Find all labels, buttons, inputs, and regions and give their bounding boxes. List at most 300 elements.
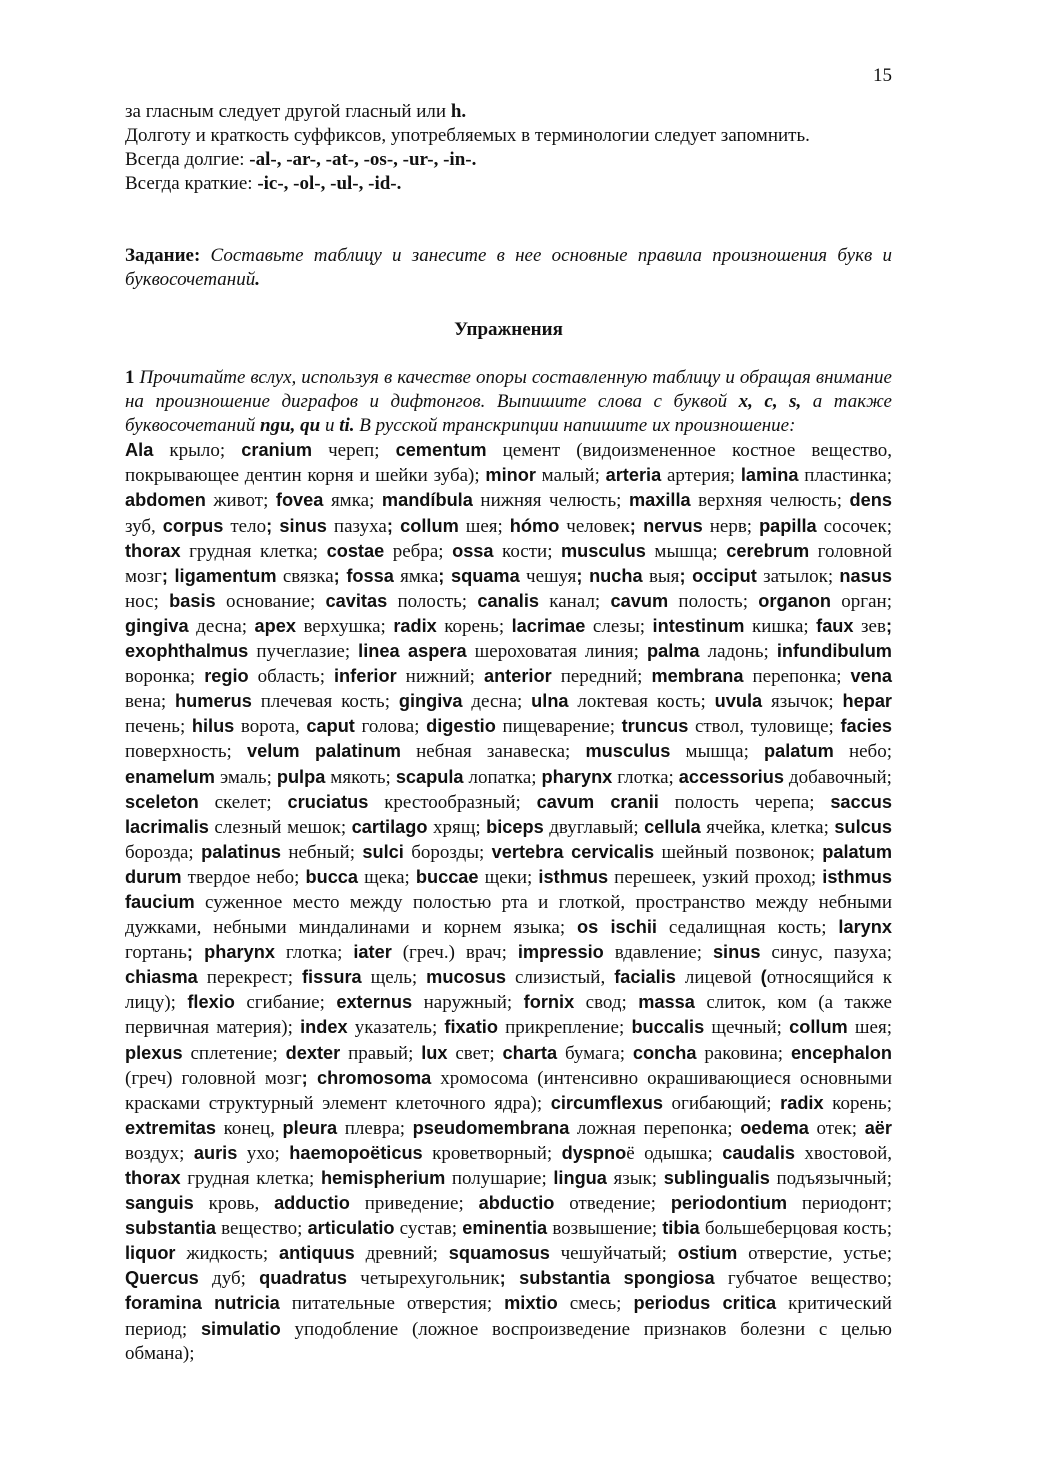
term-translation: огибающий; bbox=[662, 1092, 781, 1114]
term-translation: нерв; bbox=[702, 515, 760, 537]
latin-term: flexio bbox=[187, 992, 235, 1013]
latin-term: minor bbox=[485, 465, 536, 486]
intro-bold: h. bbox=[450, 101, 467, 122]
latin-term: tibia bbox=[662, 1218, 700, 1239]
latin-term: oedema bbox=[740, 1117, 809, 1138]
latin-term: truncus bbox=[621, 716, 689, 737]
task-end: . bbox=[255, 269, 260, 291]
term-translation: воздух; bbox=[125, 1142, 194, 1164]
latin-term: Quercus bbox=[125, 1268, 199, 1289]
latin-term: biceps bbox=[486, 816, 544, 837]
latin-term: nasus bbox=[839, 565, 892, 586]
latin-term: charta bbox=[502, 1042, 558, 1063]
latin-term: sublingualis bbox=[663, 1168, 770, 1188]
exercise-1 bbox=[125, 366, 892, 1366]
term-translation: щека; bbox=[358, 866, 416, 888]
latin-term: corpus bbox=[162, 515, 224, 536]
term-translation: крыло; bbox=[153, 440, 242, 462]
task-text: Составьте таблицу и занесите в нее основные правила произношения букв и буквосочетаний bbox=[125, 245, 892, 291]
latin-term: organon bbox=[758, 590, 832, 611]
latin-term: cruciatus bbox=[287, 791, 369, 812]
term-translation: ухо; bbox=[237, 1142, 290, 1164]
latin-term: papilla bbox=[759, 515, 817, 536]
term-translation: раковина; bbox=[696, 1042, 791, 1064]
latin-term: encephalon bbox=[790, 1042, 892, 1063]
term-translation: чешуйчатый; bbox=[549, 1243, 678, 1265]
term-translation: прикрепление; bbox=[497, 1017, 632, 1039]
latin-term: ; ligamentum bbox=[161, 565, 277, 586]
term-translation: шея; bbox=[458, 515, 510, 537]
term-translation: кроветворный; bbox=[422, 1142, 562, 1164]
latin-term: cavum cranii bbox=[536, 791, 659, 812]
term-translation: смесь; bbox=[557, 1293, 634, 1315]
term-translation: сустав; bbox=[394, 1218, 463, 1240]
latin-term: humerus bbox=[175, 691, 252, 712]
latin-term: scapula bbox=[395, 766, 464, 787]
latin-term: maxilla bbox=[628, 490, 691, 511]
latin-term: substantia bbox=[125, 1218, 216, 1239]
latin-term: fixatio bbox=[444, 1017, 498, 1038]
latin-term: cerebrum bbox=[726, 540, 810, 561]
latin-term: ostium bbox=[677, 1243, 738, 1264]
term-translation: щечный; bbox=[704, 1017, 790, 1039]
latin-term: index bbox=[300, 1017, 348, 1038]
term-translation: большеберцовая кость; bbox=[699, 1218, 892, 1240]
latin-term: ; collum bbox=[386, 515, 459, 536]
term-translation: приведение; bbox=[349, 1193, 479, 1215]
term-translation: корень; bbox=[436, 615, 512, 637]
latin-term: infundibulum bbox=[776, 641, 892, 662]
latin-term: buccalis bbox=[631, 1017, 705, 1038]
latin-term: adductio bbox=[274, 1193, 350, 1214]
latin-term: palatinus bbox=[201, 841, 281, 862]
latin-term: radix bbox=[393, 615, 437, 636]
term-translation: десна; bbox=[188, 615, 255, 637]
term-translation: поверхность; bbox=[125, 741, 247, 763]
page-number: 15 bbox=[873, 65, 892, 86]
latin-term: ; fossa bbox=[333, 565, 394, 586]
latin-term: digestio bbox=[426, 716, 496, 737]
term-translation: критический период; bbox=[125, 1293, 892, 1340]
term-translation: небо; bbox=[833, 741, 892, 763]
latin-term: ; substantia spongiosa bbox=[499, 1268, 715, 1289]
term-translation: слизистый, bbox=[506, 967, 615, 989]
latin-term: fovea bbox=[275, 490, 324, 511]
term-translation: кровь, bbox=[193, 1193, 275, 1215]
latin-term: chiasma bbox=[125, 967, 198, 988]
latin-term: radix bbox=[780, 1092, 824, 1113]
term-translation: небная занавеска; bbox=[400, 741, 586, 763]
latin-term: pulpa bbox=[276, 766, 326, 787]
term-translation: хромосома (интенсивно окрашивающиеся основными красками структурный элемент клеточного ядра); bbox=[125, 1067, 892, 1114]
latin-term: gingiva bbox=[398, 691, 463, 712]
latin-term: collum bbox=[789, 1017, 848, 1038]
vocabulary-list bbox=[125, 438, 892, 1365]
term-translation: язык; bbox=[606, 1168, 664, 1189]
term-translation: верхушка; bbox=[296, 615, 394, 637]
term-translation: ложная перепонка; bbox=[569, 1117, 741, 1139]
exercise-instruction bbox=[125, 366, 892, 438]
latin-term: foramina nutricia bbox=[125, 1293, 280, 1314]
term-translation: полость; bbox=[387, 590, 478, 612]
term-translation: полость черепа; bbox=[658, 791, 831, 813]
term-translation: орган; bbox=[831, 590, 892, 612]
term-translation: бумага; bbox=[557, 1042, 633, 1064]
latin-term: squamosus bbox=[448, 1243, 550, 1264]
latin-term: bucca bbox=[305, 866, 359, 887]
term-translation: борозда; bbox=[125, 841, 202, 863]
term-translation: небный; bbox=[280, 841, 363, 863]
latin-term: dexter bbox=[285, 1042, 341, 1063]
latin-term: isthmus faucium bbox=[125, 866, 892, 912]
term-translation: четырехугольник bbox=[347, 1268, 500, 1290]
latin-term: palma bbox=[646, 641, 700, 662]
term-translation: ствол, туловище; bbox=[688, 716, 841, 738]
latin-term: cavum bbox=[610, 590, 669, 611]
term-translation: десна; bbox=[462, 691, 532, 713]
term-translation: хрящ; bbox=[427, 816, 487, 838]
term-translation: слезы; bbox=[585, 615, 653, 637]
term-translation: корень; bbox=[823, 1092, 892, 1114]
latin-term: thorax bbox=[125, 540, 181, 561]
latin-term: ; exophthalmus bbox=[125, 615, 893, 662]
term-translation: отведение; bbox=[554, 1193, 671, 1215]
latin-term: sulci bbox=[362, 841, 404, 862]
latin-term: articulatio bbox=[307, 1218, 395, 1239]
intro-paragraph bbox=[125, 100, 892, 196]
term-translation: кишка; bbox=[744, 615, 817, 637]
latin-term: saccus lacrimalis bbox=[125, 791, 892, 837]
latin-term: mixtio bbox=[504, 1293, 558, 1314]
term-translation: шероховатая линия; bbox=[466, 641, 647, 663]
latin-term: hómo bbox=[509, 515, 560, 536]
term-translation: ямка; bbox=[323, 490, 382, 512]
term-translation: верхняя челюсть; bbox=[690, 490, 850, 512]
intro-line bbox=[125, 100, 892, 124]
instruction-text: В русской транскрипции напишите их произношение: bbox=[354, 415, 796, 437]
latin-term: Ala bbox=[125, 440, 154, 461]
latin-term: musculus bbox=[585, 741, 671, 762]
latin-term: pseudomembrana bbox=[412, 1117, 570, 1138]
term-translation: плечевая кость; bbox=[251, 691, 399, 713]
exercise-number: 1 bbox=[125, 367, 135, 388]
latin-term: periodus critica bbox=[633, 1293, 777, 1314]
latin-term: liquor bbox=[125, 1243, 176, 1264]
latin-term: larynx bbox=[838, 917, 892, 938]
term-translation: седалищная кость; bbox=[657, 917, 839, 939]
term-translation: крестообразный; bbox=[368, 791, 537, 813]
term-translation: мышца; bbox=[645, 540, 727, 562]
latin-term: canalis bbox=[477, 590, 540, 611]
term-translation: вещество; bbox=[215, 1218, 308, 1240]
latin-term: iater bbox=[353, 942, 392, 963]
term-translation: сгибание; bbox=[234, 992, 337, 1014]
intro-text: за гласным следует другой гласный или bbox=[125, 101, 451, 122]
latin-term: cementum bbox=[395, 440, 487, 461]
latin-term: abductio bbox=[478, 1193, 555, 1214]
term-translation: зуб, bbox=[125, 515, 163, 537]
latin-term: externus bbox=[336, 992, 413, 1013]
latin-term: cranium bbox=[241, 440, 313, 461]
latin-term: hemispherium bbox=[320, 1168, 446, 1188]
latin-term: vertebra cervicalis bbox=[491, 841, 655, 862]
latin-term: ; occiput bbox=[679, 565, 757, 586]
intro-line bbox=[125, 148, 892, 172]
term-translation: кости; bbox=[493, 540, 561, 562]
long-suffixes: -al-, -ar-, -at-, -os-, -ur-, -in-. bbox=[249, 149, 477, 171]
term-translation: язычок; bbox=[762, 691, 843, 713]
term-translation: живот; bbox=[205, 490, 276, 512]
term-translation: полость; bbox=[668, 590, 759, 612]
latin-term: aёr bbox=[864, 1117, 892, 1138]
term-translation: правый; bbox=[340, 1042, 422, 1064]
term-translation: передний; bbox=[551, 666, 652, 688]
intro-line: Долготу и краткость суффиксов, употребляемых в терминологии следует запомнить. bbox=[125, 125, 810, 147]
latin-term: dens bbox=[849, 490, 892, 511]
latin-term: ( bbox=[760, 967, 767, 988]
term-translation: гортань bbox=[125, 942, 187, 964]
term-translation: головной мозг bbox=[125, 540, 893, 587]
term-translation: древний; bbox=[354, 1243, 449, 1265]
term-translation: грудная клетка; bbox=[180, 1168, 321, 1189]
term-translation: двуглавый; bbox=[543, 816, 645, 838]
term-translation: канал; bbox=[539, 590, 611, 612]
term-translation: основание; bbox=[215, 590, 326, 612]
latin-term: lux bbox=[421, 1042, 448, 1063]
term-translation: отек; bbox=[808, 1117, 865, 1139]
term-translation: щеки; bbox=[478, 866, 539, 888]
instruction-text: и bbox=[320, 415, 340, 437]
latin-term: lingua bbox=[553, 1168, 607, 1188]
latin-term: sulcus bbox=[834, 816, 892, 837]
instruction-digraph: qu bbox=[300, 415, 321, 437]
latin-term: eminentia bbox=[462, 1218, 548, 1239]
latin-term: inferior bbox=[334, 666, 397, 687]
term-translation: нос; bbox=[125, 590, 170, 612]
term-translation: относящийся к лицу); bbox=[125, 967, 892, 1014]
intro-line bbox=[125, 172, 892, 196]
term-translation: ворота, bbox=[234, 716, 307, 738]
term-translation: глотка; bbox=[612, 766, 679, 788]
term-translation: питательные отверстия; bbox=[279, 1293, 505, 1315]
latin-term: antiquus bbox=[279, 1243, 355, 1264]
term-translation: область; bbox=[248, 666, 334, 688]
latin-term: hilus bbox=[191, 716, 235, 737]
term-translation: наружный; bbox=[412, 992, 524, 1014]
latin-term: accessorius bbox=[678, 766, 784, 787]
term-translation: малый; bbox=[535, 465, 606, 487]
latin-term: ulna bbox=[531, 691, 569, 712]
latin-term: musculus bbox=[561, 540, 646, 561]
term-translation: сплетение; bbox=[182, 1042, 286, 1064]
term-translation: ё одышка; bbox=[626, 1142, 723, 1164]
term-translation: губчатое вещество; bbox=[714, 1268, 892, 1290]
latin-term: ; nervus bbox=[629, 515, 703, 536]
latin-term: pharynx bbox=[541, 766, 613, 787]
latin-term: regio bbox=[204, 666, 249, 687]
term-translation: перешеек, узкий проход; bbox=[608, 866, 823, 888]
term-translation: лопатка; bbox=[463, 766, 542, 788]
latin-term: auris bbox=[193, 1142, 238, 1163]
latin-term: ossa bbox=[452, 540, 494, 561]
term-translation: зев bbox=[853, 615, 886, 637]
latin-term: anterior bbox=[483, 666, 552, 687]
latin-term: plexus bbox=[125, 1042, 183, 1063]
section-heading: Упражнения bbox=[454, 319, 563, 340]
term-translation: пазуха bbox=[326, 515, 387, 537]
task-paragraph bbox=[125, 244, 892, 292]
latin-term: linea aspera bbox=[358, 641, 467, 662]
intro-text: Всегда краткие: bbox=[125, 173, 258, 195]
latin-term: cavitas bbox=[325, 590, 388, 611]
latin-term: ; pharynx bbox=[186, 942, 275, 963]
term-translation: хвостовой, bbox=[795, 1142, 892, 1164]
term-translation: вдавление; bbox=[603, 942, 713, 964]
latin-term: sanguis bbox=[125, 1193, 194, 1214]
term-translation: чешуя bbox=[519, 565, 577, 587]
latin-term: velum palatinum bbox=[246, 741, 401, 762]
term-translation: череп; bbox=[312, 440, 396, 462]
latin-term: thorax bbox=[125, 1168, 181, 1188]
latin-term: apex bbox=[254, 615, 296, 636]
term-translation: щель; bbox=[361, 967, 427, 989]
term-translation: (греч) головной мозг bbox=[125, 1067, 302, 1089]
term-translation: человек bbox=[559, 515, 630, 537]
term-translation: (греч.) врач; bbox=[391, 942, 518, 964]
instruction-letters: x, c, s, bbox=[738, 391, 802, 413]
latin-term: haemopoёticus bbox=[289, 1142, 423, 1163]
latin-term: arteria bbox=[605, 465, 662, 486]
latin-term: basis bbox=[169, 590, 216, 611]
term-translation: скелет; bbox=[198, 791, 288, 813]
term-translation: твердое небо; bbox=[181, 866, 306, 888]
term-translation: добавочный; bbox=[783, 766, 892, 788]
term-translation: перекрест; bbox=[197, 967, 302, 989]
term-translation: мякоть; bbox=[325, 766, 396, 788]
term-translation: отверстие, устье; bbox=[737, 1243, 892, 1265]
term-translation: воронка; bbox=[125, 666, 205, 688]
term-translation: голова; bbox=[354, 716, 427, 738]
latin-term: concha bbox=[632, 1042, 697, 1063]
term-translation: цемент (видоизмененное костное вещество, покрывающее дентин корня и шейки зуба); bbox=[125, 440, 892, 487]
term-translation: затылок; bbox=[756, 565, 840, 587]
term-translation: борозды; bbox=[403, 841, 492, 863]
latin-term: gingiva bbox=[125, 615, 189, 636]
instruction-text: Прочитайте вслух, используя в качестве опоры составленную таблицу и обращая внимание на произношение диграфов и дифтонгов. Выпишите слова с буквой bbox=[125, 367, 892, 413]
intro-text: Всегда долгие: bbox=[125, 149, 250, 171]
latin-term: os ischii bbox=[577, 917, 657, 938]
latin-term: periodontium bbox=[670, 1193, 787, 1214]
latin-term: ; sinus bbox=[266, 515, 327, 536]
latin-term: simulatio bbox=[200, 1318, 281, 1339]
latin-term: fissura bbox=[302, 967, 362, 988]
term-translation: глотка; bbox=[274, 942, 354, 964]
latin-term: enamelum bbox=[125, 766, 215, 787]
term-translation: слиток, ком (а также первичная материя); bbox=[125, 992, 892, 1039]
latin-term: caudalis bbox=[722, 1142, 795, 1163]
latin-term: ; chromosoma bbox=[301, 1067, 432, 1088]
latin-term: lamina bbox=[740, 465, 799, 486]
term-translation: полушарие; bbox=[445, 1168, 554, 1189]
short-suffixes: -ic-, -ol-, -ul-, -id-. bbox=[257, 173, 402, 195]
term-translation: выя bbox=[642, 565, 680, 587]
latin-term: vena bbox=[850, 666, 892, 687]
latin-term: isthmus bbox=[538, 866, 609, 887]
latin-term: sceleton bbox=[125, 791, 199, 812]
term-translation: перепонка; bbox=[743, 666, 851, 688]
latin-term: mucosus bbox=[426, 967, 507, 988]
term-translation: ячейка, клетка; bbox=[700, 816, 835, 838]
term-translation: ребра; bbox=[384, 540, 453, 562]
term-translation: свет; bbox=[447, 1042, 503, 1064]
term-translation: шейный позвонок; bbox=[654, 841, 823, 863]
term-translation: грудная клетка; bbox=[180, 540, 327, 562]
term-translation: печень; bbox=[125, 716, 192, 738]
term-translation: указатель; bbox=[347, 1017, 445, 1039]
term-translation: тело bbox=[223, 515, 267, 537]
term-translation: свод; bbox=[574, 992, 639, 1014]
term-translation: шея; bbox=[847, 1017, 892, 1039]
term-translation: лицевой bbox=[675, 967, 761, 989]
instruction-digraph: ngu, bbox=[259, 415, 296, 437]
term-translation: уподобление (ложное воспроизведение признаков болезни с целью обмана); bbox=[125, 1318, 893, 1364]
term-translation: сосочек; bbox=[816, 515, 892, 537]
instruction-text: а также буквосочетаний bbox=[125, 391, 892, 437]
latin-term: fornix bbox=[523, 992, 575, 1013]
latin-term: sinus bbox=[712, 942, 761, 963]
term-translation: пучеглазие; bbox=[248, 641, 359, 663]
latin-term: circumflexus bbox=[550, 1092, 663, 1113]
latin-term: faux bbox=[816, 615, 854, 636]
latin-term: ; squama bbox=[438, 565, 520, 586]
latin-term: dyspno bbox=[561, 1142, 627, 1163]
latin-term: lacrimae bbox=[511, 615, 586, 636]
term-translation: слезный мешок; bbox=[208, 816, 352, 838]
term-translation: эмаль; bbox=[214, 766, 277, 788]
latin-term: buccae bbox=[415, 866, 479, 887]
term-translation: плевра; bbox=[337, 1117, 413, 1139]
latin-term: ; nucha bbox=[576, 565, 643, 586]
term-translation: жидкость; bbox=[175, 1243, 279, 1265]
term-translation: артерия; bbox=[661, 465, 741, 487]
term-translation: дуб; bbox=[198, 1268, 260, 1290]
term-translation: пищеварение; bbox=[495, 716, 622, 738]
term-translation: вена; bbox=[125, 691, 176, 713]
term-translation: нижняя челюсть; bbox=[472, 490, 629, 512]
term-translation: ямка bbox=[393, 565, 439, 587]
term-translation: пластинка; bbox=[798, 465, 893, 487]
term-translation: возвышение; bbox=[547, 1218, 663, 1240]
latin-term: massa bbox=[638, 992, 695, 1013]
term-translation: синус, пазуха; bbox=[760, 942, 892, 964]
latin-term: facialis bbox=[614, 967, 676, 988]
latin-term: cartilago bbox=[351, 816, 428, 837]
term-translation: ладонь; bbox=[699, 641, 777, 663]
latin-term: cellula bbox=[644, 816, 701, 837]
latin-term: intestinum bbox=[652, 615, 745, 636]
latin-term: caput bbox=[306, 716, 355, 737]
term-translation: связка bbox=[276, 565, 334, 587]
task-label: Задание: bbox=[125, 245, 201, 266]
latin-term: mandíbula bbox=[381, 490, 473, 511]
latin-term: extremitas bbox=[125, 1117, 216, 1138]
term-translation: периодонт; bbox=[787, 1193, 892, 1215]
term-translation: подъязычный; bbox=[769, 1168, 892, 1189]
term-translation: конец, bbox=[216, 1117, 283, 1139]
latin-term: quadratus bbox=[259, 1268, 348, 1289]
latin-term: abdomen bbox=[125, 490, 206, 511]
instruction-digraph: ti. bbox=[339, 415, 355, 437]
